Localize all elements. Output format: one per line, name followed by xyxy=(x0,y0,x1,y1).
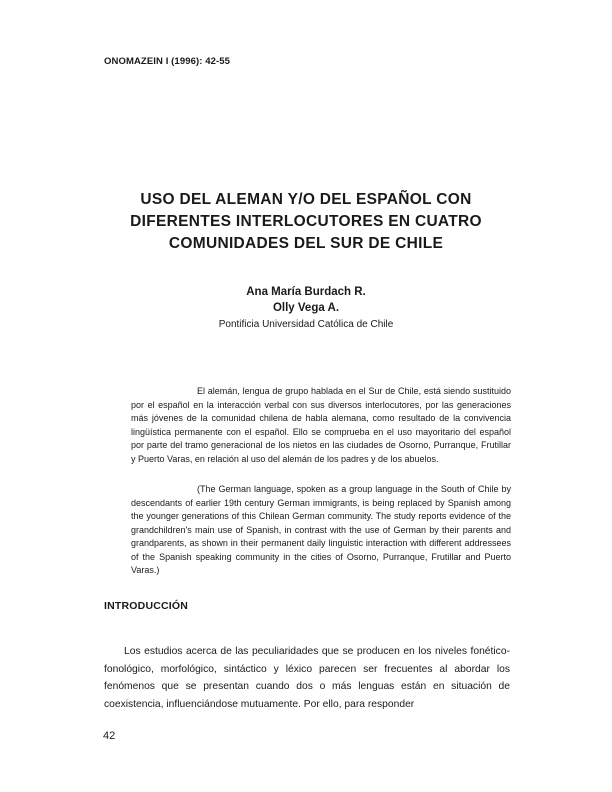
author-affiliation: Pontificia Universidad Católica de Chile xyxy=(218,319,394,330)
author-list xyxy=(90,284,522,316)
abstract-english: (The German language, spoken as a group language in the South of Chile by descendants of earlier 19th century German immigrants, is being replaced by Spanish among the younger generations of this Chilean German community. The study reports evidence of the grandchildren's main use of Spanish, in contrast with the use of German by their parents and grandparents, as shown in their permanent daily linguistic interaction with different addressees of the Spanish speaking community in the cities of Osorno, Purranque, Frutillar and Puerto Varas.) xyxy=(131,484,511,575)
title-line: USO DEL ALEMAN Y/O DEL ESPAÑOL CON xyxy=(140,191,472,208)
article-title xyxy=(90,189,522,255)
abstract-spanish: El alemán, lengua de grupo hablada en el Sur de Chile, está siendo sustituido por el español en la interacción verbal con sus diversos interlocutores, por las generaciones más jóvenes de la comunidad chilena de habla alemana, como resultado de la convivencia lingüística permanente con el español. Ello se comprueba en el uso mayoritario del español por parte del tramo generacional de los nietos en las ciudades de Osorno, Purranque, Frutillar y Puerto Varas, en relación al uso del alemán de los padres y de los abuelos. xyxy=(131,386,511,464)
author-name: Ana María Burdach R. xyxy=(246,286,366,298)
author-name: Olly Vega A. xyxy=(272,302,340,314)
title-line: DIFERENTES INTERLOCUTORES EN CUATRO xyxy=(130,213,482,230)
journal-reference: ONOMAZEIN I (1996): 42-55 xyxy=(104,56,231,67)
title-line: COMUNIDADES DEL SUR DE CHILE xyxy=(168,235,444,252)
body-paragraph: Los estudios acerca de las peculiaridades que se producen en los niveles fonético-fonológico, morfológico, sintáctico y léxico parecen ser frecuentes al abordar los fenómenos que se presentan cuando dos o más lenguas están en situación de coexistencia, influenciándose mutuamente. Por ello, para responder xyxy=(104,646,510,710)
page-number: 42 xyxy=(103,730,116,742)
section-heading-introduction: INTRODUCCIÓN xyxy=(104,600,189,612)
